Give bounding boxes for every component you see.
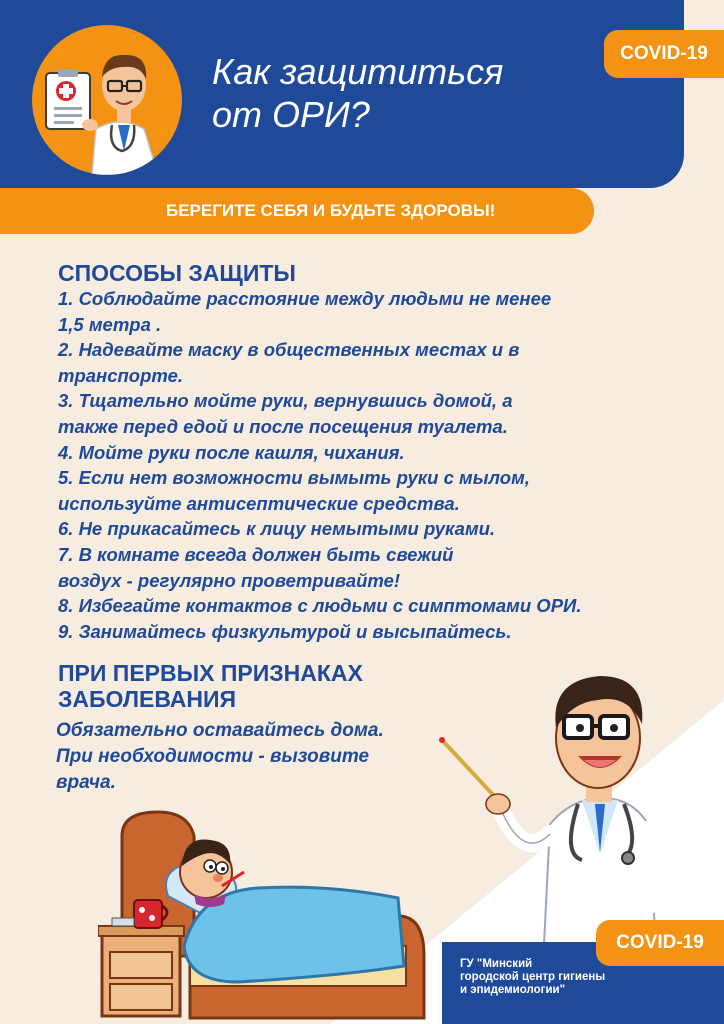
covid-badge-top: COVID-19: [604, 30, 724, 78]
advice-line: Обязательно оставайтесь дома.: [56, 720, 384, 741]
slogan-bar: [0, 188, 594, 234]
list-item: 9. Занимайтесь физкультурой и высыпайтесь.: [58, 620, 512, 642]
header-corner: [684, 0, 724, 188]
list-item: 1,5 метра .: [58, 313, 162, 335]
covid-badge-bottom: COVID-19: [596, 920, 724, 966]
advice-line: При необходимости - вызовите: [56, 746, 370, 767]
methods-title: СПОСОБЫ ЗАЩИТЫ: [58, 260, 296, 286]
list-item: 2. Надевайте маску в общественных местах и в: [58, 339, 520, 361]
list-item: используйте антисептические средства.: [58, 492, 460, 514]
list-item: 4. Мойте руки после кашля, чихания.: [58, 441, 405, 463]
page-title: [212, 50, 503, 136]
list-item: также перед едой и после посещения туалета.: [58, 415, 508, 437]
list-item: 3. Тщательно мойте руки, вернувшись домой, а: [58, 390, 513, 412]
sick-child-in-bed-icon: [98, 806, 428, 1020]
list-item: транспорте.: [58, 364, 184, 386]
methods-list: [58, 286, 698, 644]
org-line: городской центр гигиены: [460, 971, 606, 983]
first-signs-title-line-1: ПРИ ПЕРВЫХ ПРИЗНАКАХ: [58, 660, 363, 686]
doctor-avatar-icon: [32, 25, 182, 175]
list-item: 1. Соблюдайте расстояние между людьми не менее: [58, 288, 552, 309]
list-item: 5. Если нет возможности вымыть руки с мылом,: [58, 467, 530, 489]
advice-line: врача.: [56, 772, 116, 793]
first-signs-title-line-2: ЗАБОЛЕВАНИЯ: [58, 686, 237, 712]
list-item: воздух - регулярно проветривайте!: [58, 569, 401, 591]
title-line-1: Как защититься: [212, 51, 504, 92]
title-line-2: от ОРИ?: [212, 94, 370, 135]
slogan-text: БЕРЕГИТЕ СЕБЯ И БУДЬТЕ ЗДОРОВЫ!: [166, 201, 496, 220]
organization-name: [460, 958, 605, 997]
list-item: 6. Не прикасайтесь к лицу немытыми руками.: [58, 518, 496, 540]
org-line: и эпидемиологии": [460, 984, 566, 996]
org-line: ГУ "Минский: [460, 958, 533, 970]
list-item: 8. Избегайте контактов с людьми с симптомами ОРИ.: [58, 595, 582, 617]
list-item: 7. В комнате всегда должен быть свежий: [58, 543, 454, 565]
